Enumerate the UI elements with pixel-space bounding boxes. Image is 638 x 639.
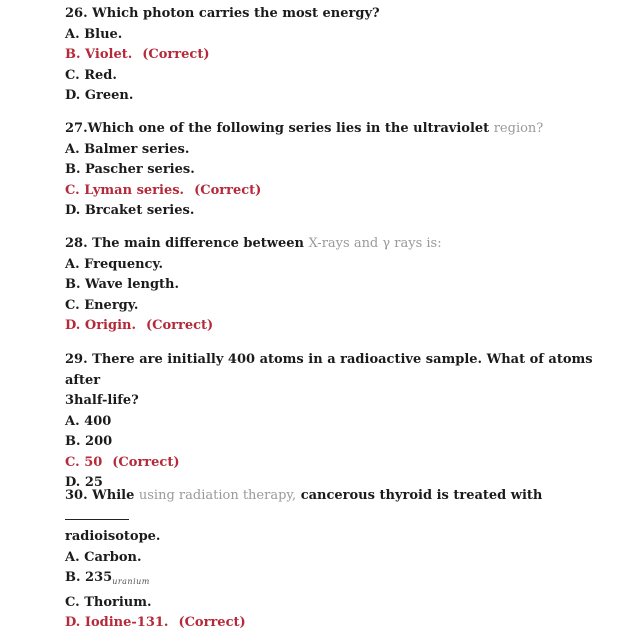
- option-c-correct: C. 50 (Correct): [65, 454, 180, 470]
- option-c: C. Thorium.: [65, 594, 152, 610]
- option-c-correct: C. Lyman series. (Correct): [65, 182, 262, 198]
- answer-blank: [65, 507, 129, 520]
- question-30: [65, 486, 605, 634]
- option-a: A. Balmer series.: [65, 141, 190, 157]
- question-stem: 30. While using radiation therapy, cancerous thyroid is treated with: [65, 486, 605, 527]
- option-a: A. Carbon.: [65, 549, 142, 565]
- question-29: [65, 350, 605, 494]
- subscript: uranium: [112, 577, 150, 586]
- option-b: B. 200: [65, 434, 113, 449]
- option-d: D. 25: [65, 475, 103, 490]
- question-stem: 27.Which one of the following series lies in the ultraviolet region?: [65, 121, 544, 136]
- question-stem-line2: 3half-life?: [65, 393, 139, 408]
- question-28: [65, 234, 605, 337]
- correct-mark: (Correct): [178, 615, 246, 630]
- question-26: [65, 4, 605, 107]
- option-a: A. Frequency.: [65, 256, 164, 272]
- question-stem: 26. Which photon carries the most energy?: [65, 6, 380, 21]
- correct-mark: (Correct): [142, 47, 210, 62]
- option-b: B. Pascher series.: [65, 162, 195, 177]
- correct-mark: (Correct): [146, 318, 214, 333]
- question-27: [65, 119, 605, 222]
- option-c: C. Red.: [65, 67, 117, 83]
- correct-mark: (Correct): [112, 454, 180, 470]
- correct-mark: (Correct): [194, 182, 262, 198]
- question-stem: 28. The main difference between X-rays and γ rays is:: [65, 236, 442, 251]
- question-stem: 29. There are initially 400 atoms in a radioactive sample. What of atoms after: [65, 352, 593, 388]
- option-b-correct: B. Violet. (Correct): [65, 47, 210, 62]
- option-d-correct: D. Iodine-131. (Correct): [65, 615, 246, 630]
- question-stem-line2: radioisotope.: [65, 529, 161, 544]
- option-d: D. Brcaket series.: [65, 203, 195, 218]
- option-b: B. Wave length.: [65, 277, 180, 292]
- option-a: A. Blue.: [65, 26, 123, 42]
- option-d-correct: D. Origin. (Correct): [65, 318, 214, 333]
- option-c: C. Energy.: [65, 297, 139, 313]
- option-d: D. Green.: [65, 88, 134, 103]
- option-b: B. $235_{uranium}$: [65, 570, 150, 586]
- option-a: A. 400: [65, 413, 112, 429]
